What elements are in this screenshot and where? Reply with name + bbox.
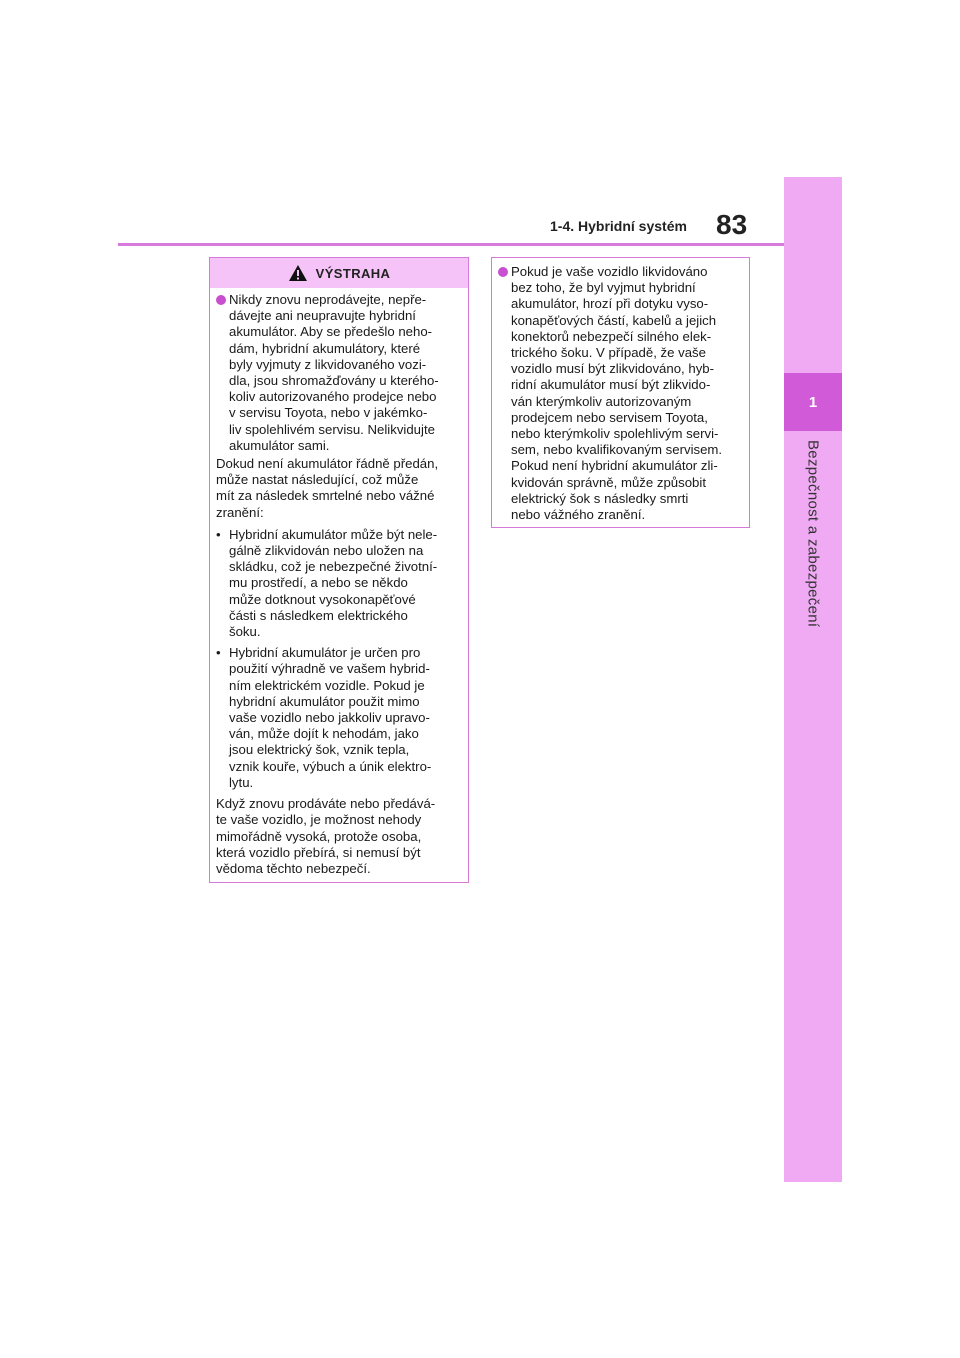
warning-paragraph-1: Dokud není akumulátor řádně předán, může nastat následující, což může mít za následek smrtelné nebo vážné zranění: <box>216 456 439 520</box>
continued-warning-box <box>491 257 750 528</box>
section-title: 1-4. Hybridní systém <box>550 218 687 234</box>
list-item: • Hybridní akumulátor může být nele- gálně zlikvidován nebo uložen na skládku, což je nebezpečné životní- mu prostředí, a nebo se někdo může dotknout vysokonapěťové části s následkem elektrického šoku. <box>216 527 462 640</box>
list-item-text: Hybridní akumulátor je určen pro použití výhradně ve vašem hybrid- ním elektrickém vozidle. Pokud je hybridní akumulátor použit mimo vaše vozidlo nebo jakkoliv upravo- ván, může dojít k nehodám, jako jsou elektrický šok, vznik tepla, vznik kouře, výbuch a únik elektro- lytu. <box>229 645 432 790</box>
chapter-side-tab <box>784 177 842 1182</box>
chapter-title: Bezpečnost a zabezpečení <box>804 440 822 628</box>
continued-bullet-text: Pokud je vaše vozidlo likvidováno bez toho, že byl vyjmut hybridní akumulátor, hrozí při dotyku vyso- konapěťových částí, kabelů a jejich konektorů nebezpečí silného elek- trického šoku. V případě, že vaše vozidlo musí být zlikvidováno, hyb- ridní akumulátor musí být zlikvido- ván kterýmkoliv autorizovaným prodejcem nebo servisem Toyota, nebo kterýmkoliv spolehlivým servi- sem, nebo kvalifikovaným servisem. Pokud není hybridní akumulátor zli- kvidován správně, může způsobit elektrický šok s následky smrti nebo vážného zranění. <box>511 264 723 523</box>
warning-box-header <box>210 258 468 288</box>
warning-box <box>209 257 469 883</box>
header-divider <box>118 243 784 246</box>
continued-bullet <box>498 264 743 523</box>
bullet-dot-icon <box>498 267 508 277</box>
warning-bullet <box>216 292 462 454</box>
page-number: 83 <box>716 209 748 240</box>
warning-paragraph-2: Když znovu prodáváte nebo předává- te vaše vozidlo, je možnost nehody mimořádně vysoká, protože osoba, která vozidlo přebírá, si nemusí být vědoma těchto nebezpečí. <box>216 796 436 876</box>
warning-bullet-text: Nikdy znovu neprodávejte, nepře- dávejte ani neupravujte hybridní akumulátor. Aby se předešlo neho- dám, hybridní akumulátory, které byly vyjmuty z likvidovaného vozi- dla, jsou shromažďovány u kterého- koliv autorizovaného prodejce nebo v servisu Toyota, nebo v jakémko- liv spolehlivém servisu. Nelikvidujte akumulátor sami. <box>229 292 439 453</box>
list-item-text: Hybridní akumulátor může být nele- gálně zlikvidován nebo uložen na skládku, což je nebezpečné životní- mu prostředí, a nebo se někdo může dotknout vysokonapěťové části s následkem elektrického šoku. <box>229 526 438 640</box>
list-item: • Hybridní akumulátor je určen pro použití výhradně ve vašem hybrid- ním elektrickém vozidle. Pokud je hybridní akumulátor použit mimo vaše vozidlo nebo jakkoliv upravo- ván, může dojít k nehodám, jako jsou elektrický šok, vznik tepla, vznik kouře, výbuch a únik elektro- lytu. <box>216 645 462 791</box>
warning-triangle-icon <box>288 264 308 282</box>
warning-title: VÝSTRAHA <box>315 265 391 281</box>
bullet-dot-icon <box>216 295 226 305</box>
chapter-number: 1 <box>784 373 842 431</box>
